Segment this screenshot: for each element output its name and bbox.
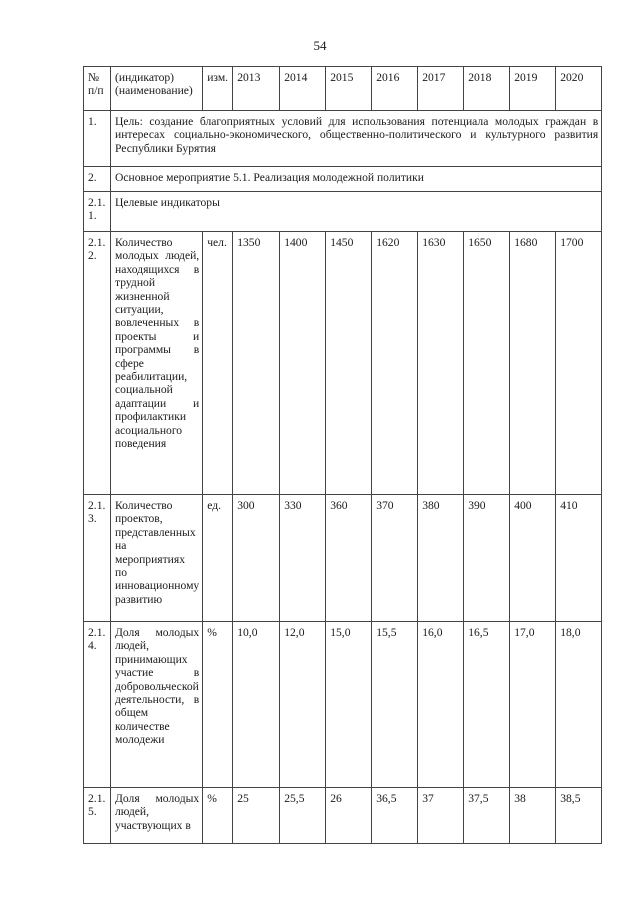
- indicator-value: 10,0: [233, 622, 280, 788]
- indicator-name: Количество молодых людей, находящихся в трудной жизненной ситуации, вовлеченных в проекты и программы в сфере реабилитации, социальной адаптации и профилактики асоциального поведения: [111, 232, 203, 495]
- indicator-value: 1680: [510, 232, 556, 495]
- goal-num: 1.: [84, 111, 111, 167]
- header-year: 2016: [372, 67, 418, 111]
- indicator-num: 2.1. 3.: [84, 495, 111, 622]
- indicator-value: 15,0: [326, 622, 372, 788]
- indicator-value: 1700: [556, 232, 602, 495]
- indicator-unit: ед.: [203, 495, 233, 622]
- indicator-value: 1650: [464, 232, 510, 495]
- page-number: 54: [313, 38, 327, 53]
- indicator-value: 17,0: [510, 622, 556, 788]
- indicator-value: 400: [510, 495, 556, 622]
- indicator-num: 2.1. 5.: [84, 788, 111, 844]
- header-num: № п/п: [84, 67, 111, 111]
- section-row: [84, 192, 602, 232]
- indicator-value: 390: [464, 495, 510, 622]
- indicator-value: 1450: [326, 232, 372, 495]
- indicator-name: Количество проектов, представленных на мероприятиях по инновационному развитию: [111, 495, 203, 622]
- section-text: Целевые индикаторы: [111, 192, 602, 232]
- goal-row: [84, 111, 602, 167]
- header-year: 2017: [418, 67, 464, 111]
- header-row: [84, 67, 602, 111]
- indicator-name: Доля молодых людей, участвующих в: [111, 788, 203, 844]
- indicator-value: 18,0: [556, 622, 602, 788]
- indicator-value: 37,5: [464, 788, 510, 844]
- header-year: 2019: [510, 67, 556, 111]
- indicator-value: 38: [510, 788, 556, 844]
- indicator-value: 15,5: [372, 622, 418, 788]
- indicator-value: 360: [326, 495, 372, 622]
- indicator-name: Доля молодых людей, принимающих участие в добровольческой деятельности, в общем количестве молодежи: [111, 622, 203, 788]
- indicator-row: [84, 788, 602, 844]
- indicator-value: 25: [233, 788, 280, 844]
- indicator-row: [84, 495, 602, 622]
- indicator-value: 37: [418, 788, 464, 844]
- header-year: 2014: [280, 67, 326, 111]
- indicator-value: 25,5: [280, 788, 326, 844]
- header-unit: изм.: [203, 67, 233, 111]
- indicator-value: 36,5: [372, 788, 418, 844]
- indicator-value: 16,5: [464, 622, 510, 788]
- indicator-num: 2.1. 4.: [84, 622, 111, 788]
- indicator-num: 2.1. 2.: [84, 232, 111, 495]
- indicator-value: 1400: [280, 232, 326, 495]
- indicator-unit: чел.: [203, 232, 233, 495]
- indicator-value: 370: [372, 495, 418, 622]
- indicator-unit: %: [203, 788, 233, 844]
- indicators-table: [83, 66, 602, 844]
- header-year: 2018: [464, 67, 510, 111]
- indicator-value: 300: [233, 495, 280, 622]
- section-num: 2.1. 1.: [84, 192, 111, 232]
- header-year: 2013: [233, 67, 280, 111]
- indicator-value: 12,0: [280, 622, 326, 788]
- indicator-value: 1630: [418, 232, 464, 495]
- indicator-value: 1350: [233, 232, 280, 495]
- activity-num: 2.: [84, 167, 111, 192]
- header-year: 2020: [556, 67, 602, 111]
- indicator-value: 410: [556, 495, 602, 622]
- indicator-row: [84, 232, 602, 495]
- header-indicator: (индикатор) (наименование): [111, 67, 203, 111]
- activity-row: [84, 167, 602, 192]
- activity-text: Основное мероприятие 5.1. Реализация молодежной политики: [111, 167, 602, 192]
- indicator-value: 26: [326, 788, 372, 844]
- indicator-value: 38,5: [556, 788, 602, 844]
- goal-text: Цель: создание благоприятных условий для использования потенциала молодых граждан в интересах социально-экономического, общественно-политического и культурного развития Республики Бурятия: [111, 111, 602, 167]
- indicator-row: [84, 622, 602, 788]
- indicator-unit: %: [203, 622, 233, 788]
- indicator-value: 1620: [372, 232, 418, 495]
- indicator-value: 380: [418, 495, 464, 622]
- indicator-value: 16,0: [418, 622, 464, 788]
- header-year: 2015: [326, 67, 372, 111]
- indicator-value: 330: [280, 495, 326, 622]
